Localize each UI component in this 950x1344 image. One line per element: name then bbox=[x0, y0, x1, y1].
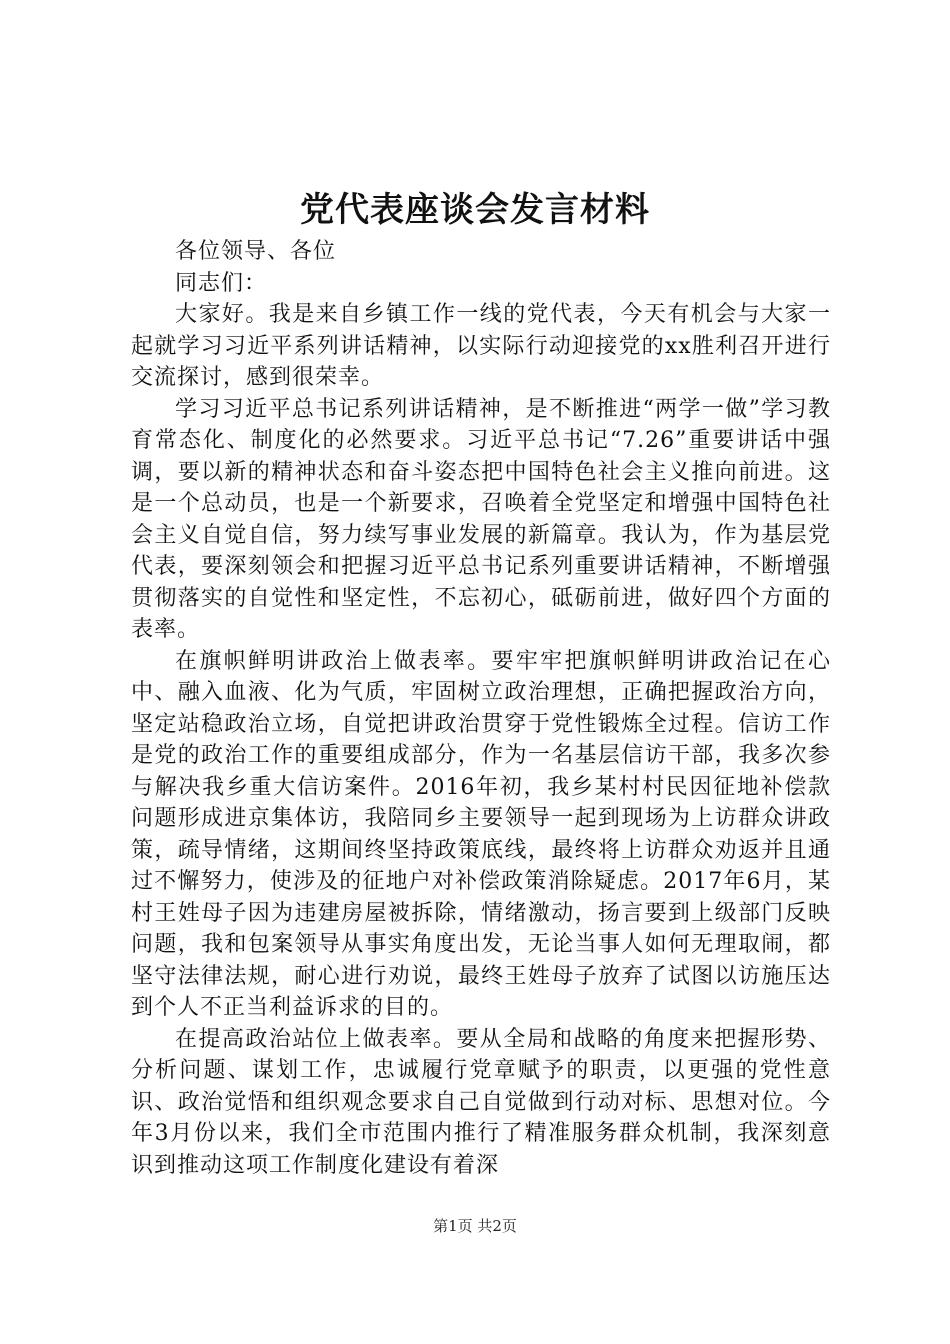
paragraph-greeting: 大家好。我是来自乡镇工作一线的党代表，今天有机会与大家一起就学习习近平系列讲话精神，以实际行动迎接党的xx胜利召开进行交流探讨，感到很荣幸。 bbox=[131, 302, 831, 390]
document-title: 党代表座谈会发言材料 bbox=[300, 190, 650, 230]
salutation-line-2: 同志们： bbox=[175, 270, 268, 296]
paragraph-politics-role-model: 在旗帜鲜明讲政治上做表率。要牢牢把旗帜鲜明讲政治记在心中、融入血液、化为气质，牢固树立政治理想，正确把握政治方向，坚定站稳政治立场，自觉把讲政治贯穿于党性锻炼全过程。信访工作是党的政治工作的重要组成部分，作为一名基层信访干部，我多次参与解决我乡重大信访案件。2016年初，我乡某村村民因征地补偿款问题形成进京集体访，我陪同乡主要领导一起到现场为上访群众讲政策，疏导情绪，这期间终坚持政策底线，最终将上访群众劝返并且通过不懈努力，使涉及的征地户对补偿政策消除疑虑。2017年6月，某村王姓母子因为违建房屋被拆除，情绪激动，扬言要到上级部门反映问题，我和包案领导从事实角度出发，无论当事人如何无理取闹，都坚守法律法规，耐心进行劝说，最终王姓母子放弃了试图以访施压达到个人不正当利益诉求的目的。 bbox=[131, 648, 831, 1020]
page-footer: 第1页 共2页 bbox=[433, 1217, 517, 1235]
paragraph-study-spirit: 学习习近平总书记系列讲话精神，是不断推进“两学一做”学习教育常态化、制度化的必然要求。习近平总书记“7.26”重要讲话中强调，要以新的精神状态和奋斗姿态把中国特色社会主义推向前进。这是一个总动员，也是一个新要求，召唤着全党坚定和增强中国特色社会主义自觉自信，努力续写事业发展的新篇章。我认为，作为基层党代表，要深刻领会和把握习近平总书记系列重要讲话精神，不断增强贯彻落实的自觉性和坚定性，不忘初心，砥砺前进，做好四个方面的表率。 bbox=[131, 396, 831, 642]
document-body bbox=[131, 236, 831, 1181]
salutation-line-1: 各位领导、各位 bbox=[175, 239, 337, 264]
paragraph-political-standing: 在提高政治站位上做表率。要从全局和战略的角度来把握形势、分析问题、谋划工作，忠诚履行党章赋予的职责，以更强的党性意识、政治觉悟和组织观念要求自己自觉做到行动对标、思想对位。今年3月份以来，我们全市范围内推行了精准服务群众机制，我深刻意识到推动这项工作制度化建设有着深 bbox=[131, 1026, 831, 1178]
